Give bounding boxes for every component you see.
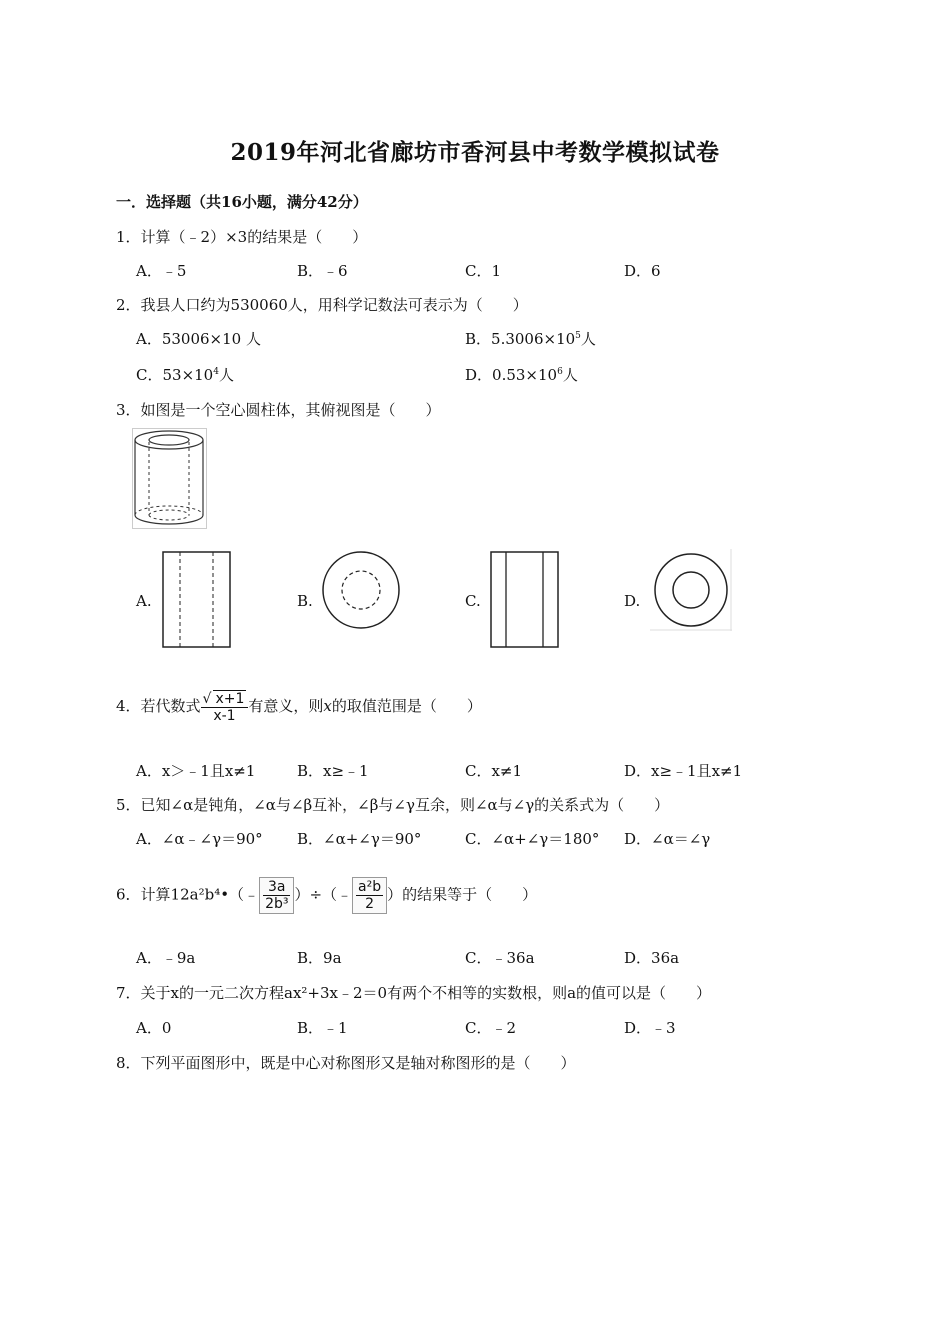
question-2-stem: 2．我县人口约为530060人，用科学记数法可表示为（ ） [116,296,528,314]
q3-option-a-label: A. [136,592,152,610]
q2-option-a: A．53006×10 人 [136,330,261,348]
q3-option-c-label: C. [465,592,481,610]
question-8-stem: 8．下列平面图形中，既是中心对称图形又是轴对称图形的是（ ） [116,1054,576,1072]
q4-option-c: C．x≠1 [465,762,523,780]
q4-option-b: B．x≥﹣1 [297,762,369,780]
question-6-stem: 6．计算12a²b⁴•（﹣ $\frac{3a}{\text{2b³}}$ ）÷（﹣ $\frac{\text{a²b}}{2}$ ）的结果等于（ ） [116,879,538,912]
q7-option-a: A．0 [136,1019,172,1037]
section-heading: 一．选择题（共16小题，满分42分） [116,193,368,211]
q5-option-b: B．∠α+∠γ＝90° [297,830,422,848]
q5-option-a: A．∠α﹣∠γ＝90° [136,830,263,848]
q3-option-b-figure [320,549,402,631]
q3-option-b-label: B. [297,592,313,610]
q6-fraction-1: $\frac{3a}{\text{2b³}}$ [259,877,294,914]
q1-option-a: A．﹣5 [136,262,187,280]
hollow-cylinder-figure [132,428,208,530]
q1-option-b: B．﹣6 [297,262,348,280]
q5-option-d: D．∠α＝∠γ [624,830,711,848]
q1-option-d: D．6 [624,262,661,280]
q1-option-c: C．1 [465,262,502,280]
q2-option-b: B．$5.3006\times 10^5$人 [465,330,596,348]
q2-option-d: D．$0.53\times 10^6$人 [465,366,578,384]
q6-fraction-2: $\frac{\text{a²b}}{2}$ [352,877,387,914]
q3-option-c-figure [490,551,560,649]
q4-fraction: $\frac{√ x+1}{x-1}$ [201,690,249,724]
q7-option-b: B．﹣1 [297,1019,348,1037]
page-title: 2019年河北省廊坊市香河县中考数学模拟试卷 [230,139,720,166]
q5-option-c: C．∠α+∠γ＝180° [465,830,600,848]
q2-option-c: C．$53\times 10^4$人 [136,366,234,384]
q4-option-a: A．x＞﹣1且x≠1 [136,762,256,780]
q7-option-d: D．﹣3 [624,1019,676,1037]
q6-option-c: C．﹣36a [465,949,535,967]
question-7-stem: 7．关于x的一元二次方程ax²+3x﹣2＝0有两个不相等的实数根，则a的值可以是（ ） [116,984,712,1002]
q6-option-a: A．﹣9a [136,949,196,967]
q6-option-d: D．36a [624,949,680,967]
q6-option-b: B．9a [297,949,342,967]
q3-option-d-figure [650,549,732,631]
question-5-stem: 5．已知∠α是钝角，∠α与∠β互补，∠β与∠γ互余，则∠α与∠γ的关系式为（ ） [116,796,670,814]
q3-option-a-figure [162,551,232,649]
question-3-stem: 3．如图是一个空心圆柱体，其俯视图是（ ） [116,401,441,419]
q7-option-c: C．﹣2 [465,1019,517,1037]
q3-option-d-label: D. [624,592,641,610]
question-4-stem: 4．若代数式 $\frac{√ x+1}{x-1}$ 有意义，则x的取值范围是（ ） [116,691,482,724]
q4-option-d: D．x≥﹣1且x≠1 [624,762,743,780]
question-1-stem: 1．计算（﹣2）×3的结果是（ ） [116,228,368,246]
